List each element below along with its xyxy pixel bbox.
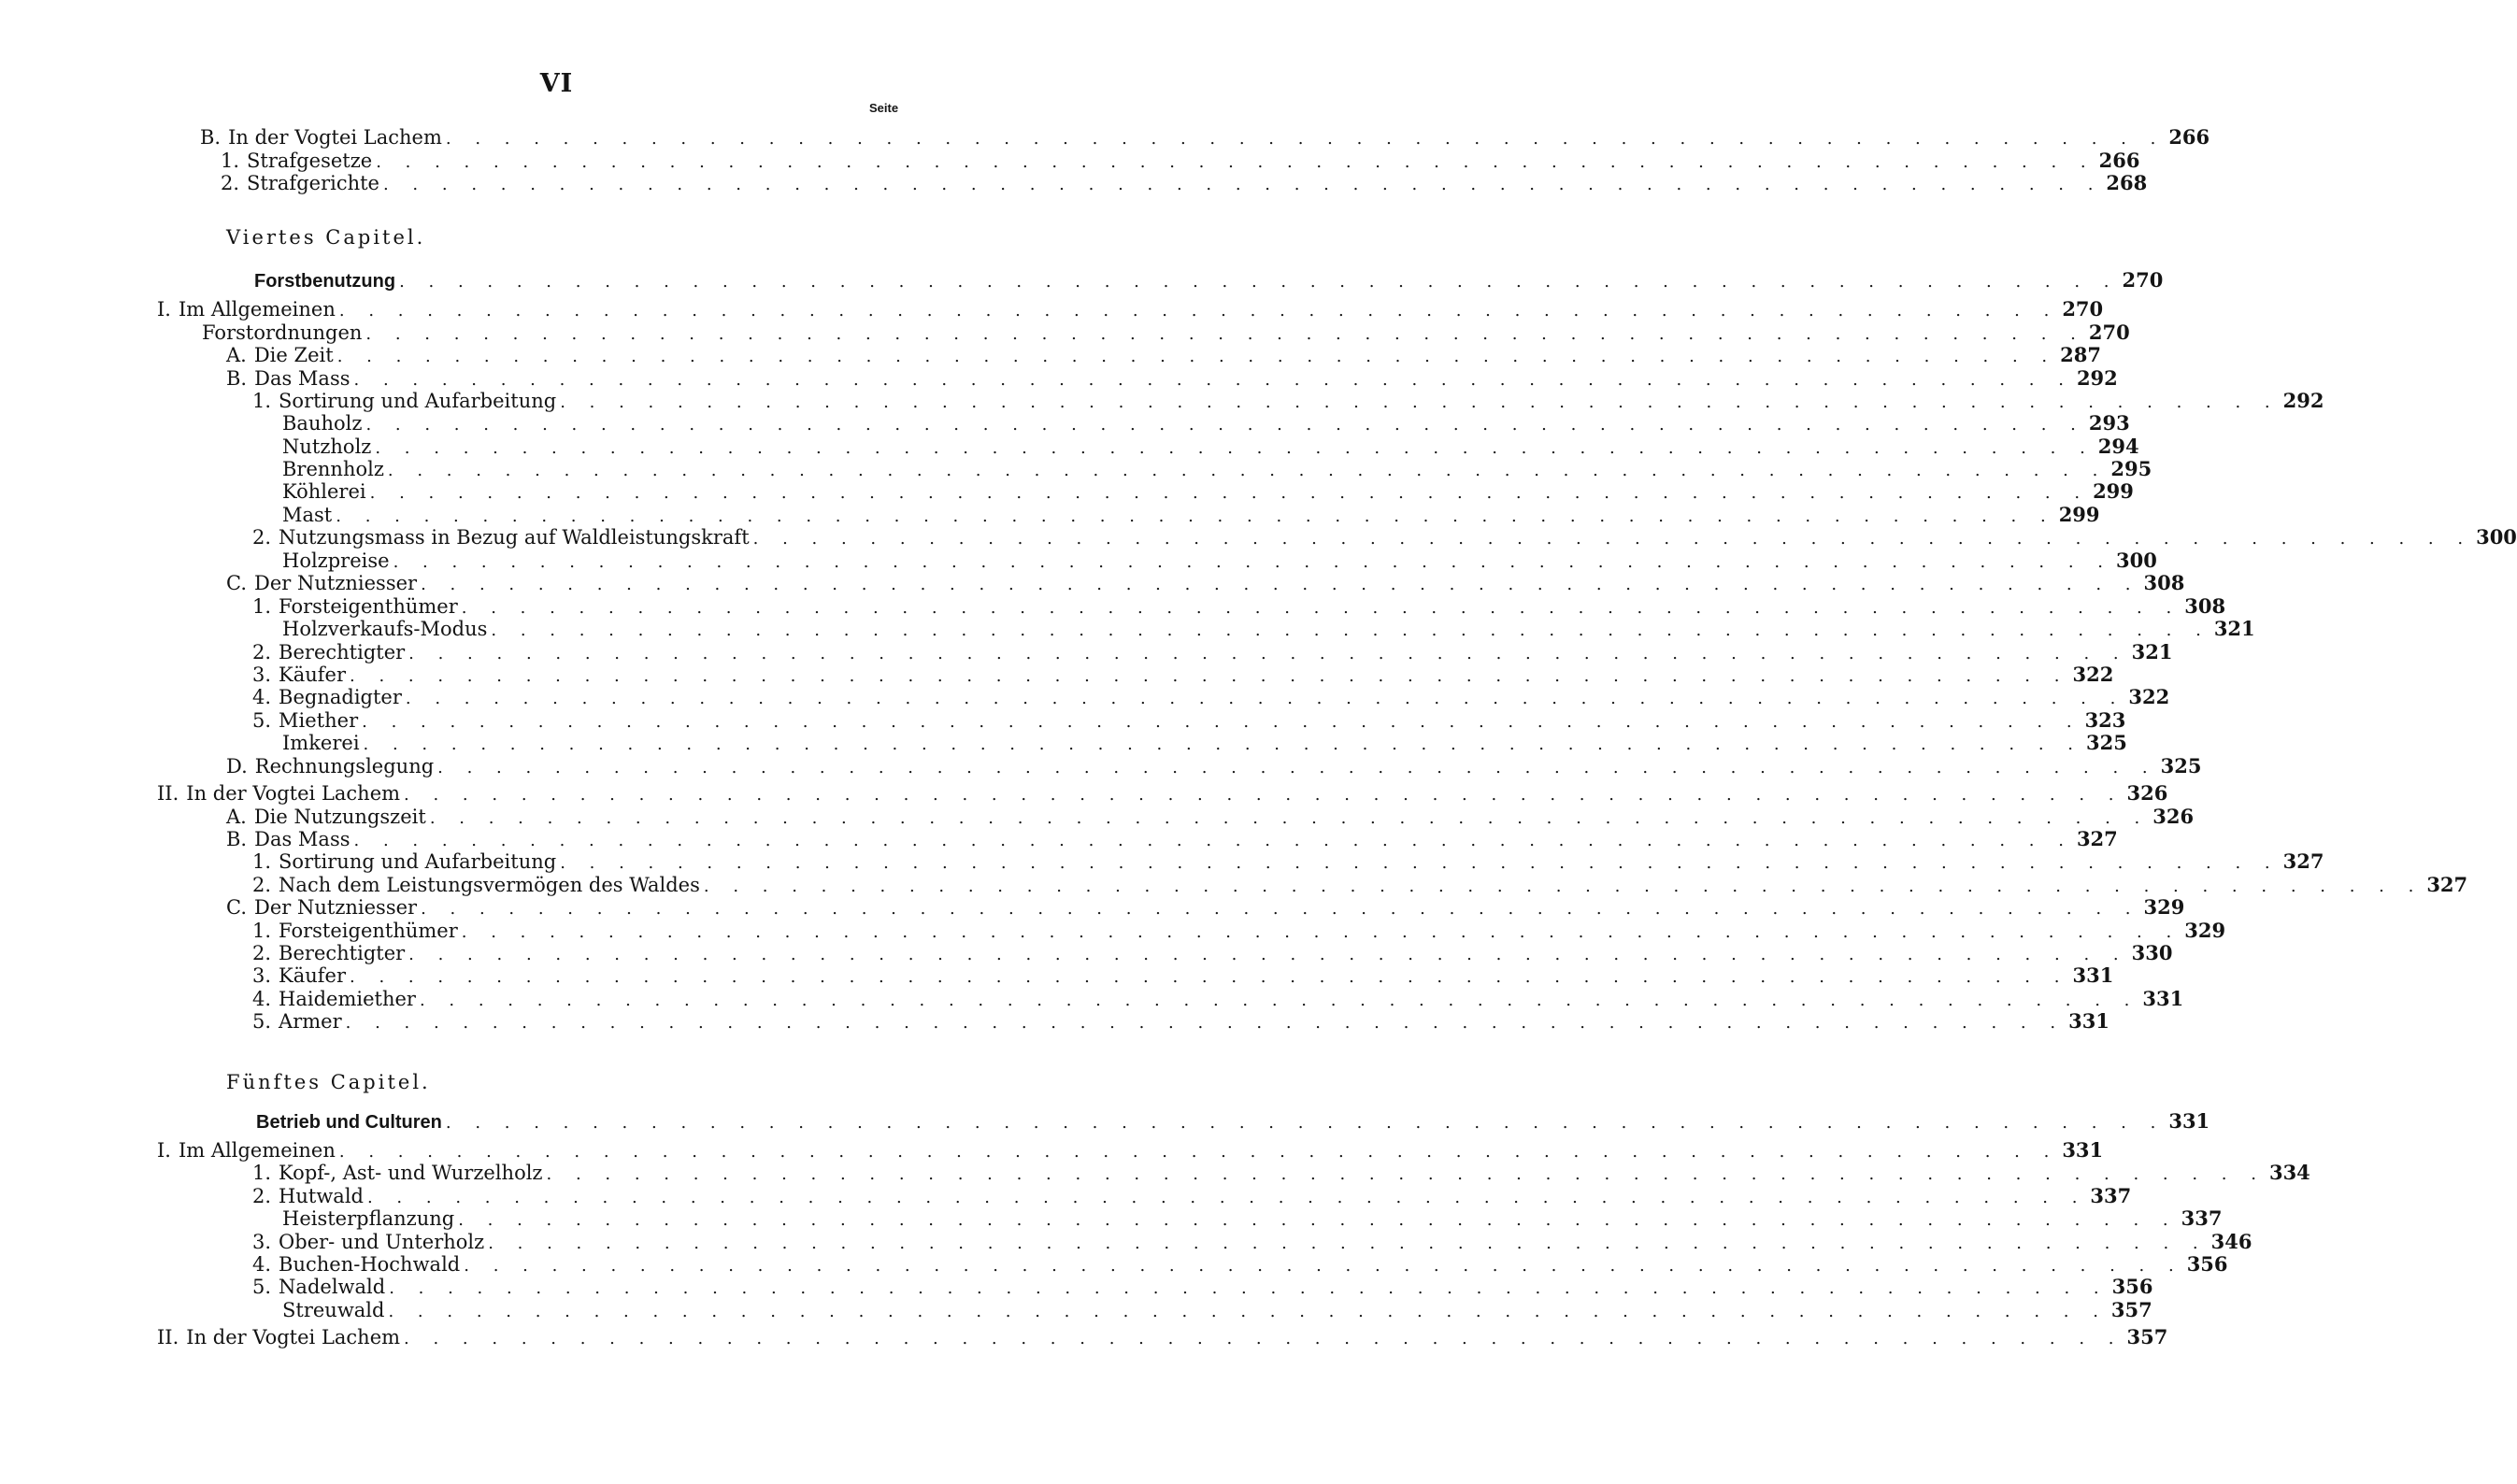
entry-number: I. bbox=[157, 1139, 171, 1162]
entry-number: 1. bbox=[221, 150, 240, 172]
entry-label: Das Mass bbox=[254, 828, 350, 850]
dot-leader: . . . . . . . . . . . . . . . . . . . . . . . . . . . . . . . . . . . . . . . . . . . . . . . . . . . . . . . . . . . bbox=[363, 735, 2082, 754]
dot-leader: . . . . . . . . . . . . . . . . . . . . . . . . . . . . . . . . . . . . . . . . . . . . . . . . . . . . . . . . . . . bbox=[350, 666, 2069, 686]
entry-label: Berechtigter bbox=[279, 641, 406, 664]
dot-leader: . . . . . . . . . . . . . . . . . . . . . . . . . . . . . . . . . . . . . . . . . . . . . . . . . . . . . . . . . . . bbox=[404, 1329, 2124, 1348]
toc-entry[interactable] bbox=[202, 321, 2130, 345]
entry-label: Die Zeit bbox=[253, 344, 334, 366]
entry-label: Nadelwald bbox=[279, 1276, 386, 1298]
entry-label: Im Allgemeinen bbox=[178, 1139, 336, 1162]
entry-number: 3. bbox=[252, 964, 272, 987]
entry-page: 331 bbox=[2168, 1109, 2210, 1133]
toc-entry[interactable] bbox=[157, 1325, 2168, 1349]
entry-page: 356 bbox=[2186, 1252, 2228, 1276]
entry-number: 4. bbox=[252, 1253, 272, 1276]
entry-number: 2. bbox=[252, 942, 272, 964]
entry-page: 334 bbox=[2268, 1161, 2310, 1184]
entry-number: B. bbox=[226, 367, 248, 390]
entry-page: 287 bbox=[2060, 343, 2101, 366]
entry-label: Im Allgemeinen bbox=[178, 298, 336, 321]
toc-entry[interactable] bbox=[254, 268, 2164, 293]
dot-leader: . . . . . . . . . . . . . . . . . . . . . . . . . . . . . . . . . . . . . . . . . . . . . . . . . . . . . . . . . . . bbox=[350, 967, 2069, 987]
entry-label: Forsteigenthümer bbox=[279, 920, 458, 942]
toc-entry[interactable] bbox=[282, 479, 2134, 504]
dot-leader: . . . . . . . . . . . . . . . . . . . . . . . . . . . . . . . . . . . . . . . . . . . . . . . . . . . . . . . . . . . bbox=[488, 1234, 2208, 1253]
dot-leader: . . . . . . . . . . . . . . . . . . . . . . . . . . . . . . . . . . . . . . . . . . . . . . . . . . . . . . . . . . . bbox=[408, 945, 2128, 964]
toc-entry[interactable] bbox=[226, 366, 2118, 391]
toc-entry[interactable] bbox=[252, 1009, 2109, 1034]
toc-entry[interactable] bbox=[282, 411, 2130, 435]
entry-number: B. bbox=[226, 828, 248, 850]
entry-page: 295 bbox=[2110, 457, 2152, 480]
entry-label: In der Vogtei Lachem bbox=[186, 782, 401, 805]
entry-number: A. bbox=[226, 344, 247, 366]
entry-page: 327 bbox=[2076, 827, 2118, 850]
toc-entry[interactable] bbox=[252, 919, 2226, 943]
entry-label: Nutzholz bbox=[282, 435, 372, 458]
entry-page: 270 bbox=[2062, 297, 2104, 321]
entry-page: 329 bbox=[2143, 895, 2185, 919]
entry-page: 322 bbox=[2072, 663, 2114, 686]
toc-entry[interactable] bbox=[252, 708, 2126, 733]
entry-page: 356 bbox=[2111, 1275, 2153, 1298]
dot-leader: . . . . . . . . . . . . . . . . . . . . . . . . . . . . . . . . . . . . . . . . . . . . . . . . . . . . . . . . . . . bbox=[375, 438, 2095, 458]
entry-label: Nutzungsmass in Bezug auf Waldleistungskraft bbox=[279, 526, 750, 549]
entry-page: 308 bbox=[2143, 571, 2185, 594]
dot-leader: . . . . . . . . . . . . . . . . . . . . . . . . . . . . . . . . . . . . . . . . . . . . . . . . . . . . . . . . . . . bbox=[365, 324, 2085, 344]
entry-label: Berechtigter bbox=[279, 942, 406, 964]
entry-number: II. bbox=[157, 782, 179, 805]
entry-number: I. bbox=[157, 298, 171, 321]
dot-leader: . . . . . . . . . . . . . . . . . . . . . . . . . . . . . . . . . . . . . . . . . . . . . . . . . . . . . . . . . . . bbox=[560, 853, 2280, 873]
entry-page: 325 bbox=[2085, 731, 2127, 754]
dot-leader: . . . . . . . . . . . . . . . . . . . . . . . . . . . . . . . . . . . . . . . . . . . . . . . . . . . . . . . . . . . bbox=[461, 922, 2181, 942]
dot-leader: . . . . . . . . . . . . . . . . . . . . . . . . . . . . . . . . . . . . . . . . . . . . . . . . . . . . . . . . . . . bbox=[458, 1210, 2178, 1230]
dot-leader: . . . . . . . . . . . . . . . . . . . . . . . . . . . . . . . . . . . . . . . . . . . . . . . . . . . . . . . . . . . bbox=[752, 529, 2473, 549]
entry-page: 299 bbox=[2058, 503, 2100, 526]
toc-entry[interactable] bbox=[200, 125, 2210, 150]
toc-entry[interactable] bbox=[226, 827, 2118, 851]
dot-leader: . . . . . . . . . . . . . . . . . . . . . . . . . . . . . . . . . . . . . . . . . . . . . . . . . . . . . . . . . . . bbox=[365, 415, 2085, 435]
entry-label: Sortirung und Aufarbeitung bbox=[279, 390, 557, 412]
entry-label: Mast bbox=[282, 504, 333, 526]
entry-page: 326 bbox=[2126, 781, 2168, 805]
entry-label: Sortirung und Aufarbeitung bbox=[279, 850, 557, 873]
entry-label: Forstordnungen bbox=[202, 321, 363, 344]
toc-entry[interactable] bbox=[282, 1206, 2223, 1231]
entry-label: Die Nutzungszeit bbox=[253, 806, 426, 828]
dot-leader: . . . . . . . . . . . . . . . . . . . . . . . . . . . . . . . . . . . . . . . . . . . . . . . . . . . . . . . . . . . bbox=[353, 831, 2073, 850]
entry-page: 327 bbox=[2426, 873, 2468, 896]
entry-page: 300 bbox=[2476, 525, 2517, 549]
toc-entry[interactable] bbox=[282, 731, 2127, 755]
toc-entry[interactable] bbox=[252, 389, 2324, 413]
entry-number: 2. bbox=[252, 526, 272, 549]
dot-leader: . . . . . . . . . . . . . . . . . . . . . . . . . . . . . . . . . . . . . . . . . . . . . . . . . . . . . . . . . . . bbox=[445, 1113, 2166, 1133]
dot-leader: . . . . . . . . . . . . . . . . . . . . . . . . . . . . . . . . . . . . . . . . . . . . . . . . . . . . . . . . . . . bbox=[404, 785, 2124, 805]
dot-leader: . . . . . . . . . . . . . . . . . . . . . . . . . . . . . . . . . . . . . . . . . . . . . . . . . . . . . . . . . . . bbox=[560, 392, 2280, 412]
entry-number: 1. bbox=[252, 1162, 272, 1184]
toc-entry[interactable] bbox=[252, 1184, 2132, 1208]
entry-page: 327 bbox=[2282, 849, 2324, 873]
entry-page: 323 bbox=[2084, 708, 2126, 732]
entry-label: Käufer bbox=[279, 964, 347, 987]
entry-page: 300 bbox=[2116, 549, 2157, 572]
entry-page: 266 bbox=[2098, 149, 2140, 172]
entry-label: Heisterpflanzung bbox=[282, 1207, 455, 1230]
dot-leader: . . . . . . . . . . . . . . . . . . . . . . . . . . . . . . . . . . . . . . . . . . . . . . . . . . . . . . . . . . . bbox=[388, 1302, 2108, 1321]
entry-label: Hutwald bbox=[279, 1185, 364, 1207]
entry-page: 357 bbox=[2126, 1325, 2168, 1348]
entry-page: 322 bbox=[2128, 685, 2170, 708]
dot-leader: . . . . . . . . . . . . . . . . . . . . . . . . . . . . . . . . . . . . . . . . . . . . . . . . . . . . . . . . . . . bbox=[382, 175, 2103, 194]
entry-label: Käufer bbox=[279, 664, 347, 686]
dot-leader: . . . . . . . . . . . . . . . . . . . . . . . . . . . . . . . . . . . . . . . . . . . . . . . . . . . . . . . . . . . bbox=[405, 689, 2125, 708]
entry-page: 331 bbox=[2062, 1138, 2104, 1162]
entry-page: 337 bbox=[2181, 1206, 2223, 1230]
entry-page: 292 bbox=[2076, 366, 2118, 390]
entry-page: 331 bbox=[2072, 963, 2114, 987]
entry-label: Bauholz bbox=[282, 412, 363, 435]
dot-leader: . . . . . . . . . . . . . . . . . . . . . . . . . . . . . . . . . . . . . . . . . . . . . . . . . . . . . . . . . . . bbox=[461, 598, 2181, 618]
entry-label: Brennholz bbox=[282, 458, 384, 480]
page-number: VI bbox=[539, 69, 574, 98]
toc-entry[interactable] bbox=[226, 754, 2202, 778]
dot-leader: . . . . . . . . . . . . . . . . . . . . . . . . . . . . . . . . . . . . . . . . . . . . . . . . . . . . . . . . . . . bbox=[336, 507, 2055, 526]
dot-leader: . . . . . . . . . . . . . . . . . . . . . . . . . . . . . . . . . . . . . . . . . . . . . . . . . . . . . . . . . . . bbox=[429, 808, 2150, 828]
entry-page: 337 bbox=[2090, 1184, 2132, 1207]
toc-entry[interactable] bbox=[221, 171, 2148, 195]
entry-page: 308 bbox=[2184, 594, 2226, 618]
entry-label: Streuwald bbox=[282, 1299, 385, 1321]
toc-entry[interactable] bbox=[226, 343, 2101, 367]
entry-page: 293 bbox=[2088, 411, 2130, 435]
toc-entry[interactable] bbox=[252, 963, 2114, 988]
entry-number: 3. bbox=[252, 1231, 272, 1253]
entry-page: 268 bbox=[2106, 171, 2148, 194]
seite-column-label: Seite bbox=[869, 101, 899, 115]
dot-leader: . . . . . . . . . . . . . . . . . . . . . . . . . . . . . . . . . . . . . . . . . . . . . . . . . . . . . . . . . . . bbox=[703, 877, 2424, 896]
entry-number: 2. bbox=[252, 1185, 272, 1207]
dot-leader: . . . . . . . . . . . . . . . . . . . . . . . . . . . . . . . . . . . . . . . . . . . . . . . . . . . . . . . . . . . bbox=[389, 1278, 2109, 1298]
entry-label: Nach dem Leistungsvermögen des Waldes bbox=[279, 874, 700, 896]
dot-leader: . . . . . . . . . . . . . . . . . . . . . . . . . . . . . . . . . . . . . . . . . . . . . . . . . . . . . . . . . . . bbox=[399, 272, 2119, 292]
entry-label: Imkerei bbox=[282, 732, 360, 754]
entry-page: 357 bbox=[2110, 1298, 2152, 1321]
entry-label: Holzverkaufs-Modus bbox=[282, 618, 488, 640]
entry-number: 1. bbox=[252, 595, 272, 618]
entry-page: 270 bbox=[2122, 268, 2164, 292]
toc-entry[interactable] bbox=[252, 849, 2324, 874]
toc-entry[interactable] bbox=[157, 297, 2104, 321]
toc-entry[interactable] bbox=[226, 895, 2185, 920]
dot-leader: . . . . . . . . . . . . . . . . . . . . . . . . . . . . . . . . . . . . . . . . . . . . . . . . . . . . . . . . . . . bbox=[387, 461, 2108, 480]
entry-number: 5. bbox=[252, 709, 272, 732]
entry-label: Strafgesetze bbox=[247, 150, 373, 172]
entry-label: Forstbenutzung bbox=[254, 271, 396, 292]
entry-page: 326 bbox=[2152, 805, 2195, 828]
entry-label: Der Nutzniesser bbox=[254, 572, 418, 594]
entry-page: 270 bbox=[2088, 321, 2130, 344]
entry-label: Forsteigenthümer bbox=[279, 595, 458, 618]
dot-leader: . . . . . . . . . . . . . . . . . . . . . . . . . . . . . . . . . . . . . . . . . . . . . . . . . . . . . . . . . . . bbox=[353, 370, 2073, 390]
dot-leader: . . . . . . . . . . . . . . . . . . . . . . . . . . . . . . . . . . . . . . . . . . . . . . . . . . . . . . . . . . . bbox=[369, 483, 2090, 503]
dot-leader: . . . . . . . . . . . . . . . . . . . . . . . . . . . . . . . . . . . . . . . . . . . . . . . . . . . . . . . . . . . bbox=[362, 712, 2081, 732]
entry-number: 4. bbox=[252, 988, 272, 1010]
dot-leader: . . . . . . . . . . . . . . . . . . . . . . . . . . . . . . . . . . . . . . . . . . . . . . . . . . . . . . . . . . . bbox=[345, 1013, 2066, 1033]
dot-leader: . . . . . . . . . . . . . . . . . . . . . . . . . . . . . . . . . . . . . . . . . . . . . . . . . . . . . . . . . . . bbox=[419, 991, 2139, 1010]
dot-leader: . . . . . . . . . . . . . . . . . . . . . . . . . . . . . . . . . . . . . . . . . . . . . . . . . . . . . . . . . . . bbox=[445, 129, 2166, 149]
toc-entry[interactable] bbox=[282, 503, 2100, 527]
toc-entry[interactable] bbox=[252, 873, 2468, 897]
dot-leader: . . . . . . . . . . . . . . . . . . . . . . . . . . . . . . . . . . . . . . . . . . . . . . . . . . . . . . . . . . . bbox=[546, 1164, 2266, 1184]
entry-label: Betrieb und Culturen bbox=[256, 1112, 442, 1133]
chapter-heading: Viertes Capitel. bbox=[226, 226, 426, 249]
entry-number: 1. bbox=[252, 920, 272, 942]
entry-page: 321 bbox=[2131, 640, 2173, 664]
entry-number: D. bbox=[226, 755, 248, 778]
toc-entry[interactable] bbox=[157, 1138, 2104, 1163]
entry-number: II. bbox=[157, 1326, 179, 1348]
dot-leader: . . . . . . . . . . . . . . . . . . . . . . . . . . . . . . . . . . . . . . . . . . . . . . . . . . . . . . . . . . . bbox=[338, 1142, 2059, 1162]
dot-leader: . . . . . . . . . . . . . . . . . . . . . . . . . . . . . . . . . . . . . . . . . . . . . . . . . . . . . . . . . . . bbox=[336, 347, 2057, 366]
dot-leader: . . . . . . . . . . . . . . . . . . . . . . . . . . . . . . . . . . . . . . . . . . . . . . . . . . . . . . . . . . . bbox=[338, 301, 2059, 321]
entry-number: 5. bbox=[252, 1276, 272, 1298]
entry-label: Haidemiether bbox=[279, 988, 416, 1010]
entry-number: 1. bbox=[252, 850, 272, 873]
dot-leader: . . . . . . . . . . . . . . . . . . . . . . . . . . . . . . . . . . . . . . . . . . . . . . . . . . . . . . . . . . . bbox=[366, 1188, 2087, 1207]
entry-number: 5. bbox=[252, 1010, 272, 1033]
dot-leader: . . . . . . . . . . . . . . . . . . . . . . . . . . . . . . . . . . . . . . . . . . . . . . . . . . . . . . . . . . . bbox=[437, 758, 2157, 778]
toc-entry[interactable] bbox=[252, 640, 2173, 664]
entry-label: Strafgerichte bbox=[247, 172, 379, 194]
entry-label: In der Vogtei Lachem bbox=[186, 1326, 401, 1348]
entry-number: 2. bbox=[252, 874, 272, 896]
entry-number: 2. bbox=[252, 641, 272, 664]
entry-number: 1. bbox=[252, 390, 272, 412]
dot-leader: . . . . . . . . . . . . . . . . . . . . . . . . . . . . . . . . . . . . . . . . . . . . . . . . . . . . . . . . . . . bbox=[393, 552, 2113, 572]
entry-number: C. bbox=[226, 572, 247, 594]
entry-label: Holzpreise bbox=[282, 549, 390, 572]
entry-label: Buchen-Hochwald bbox=[279, 1253, 461, 1276]
entry-page: 346 bbox=[2210, 1230, 2252, 1253]
entry-label: Miether bbox=[279, 709, 359, 732]
toc-entry[interactable] bbox=[252, 685, 2170, 709]
dot-leader: . . . . . . . . . . . . . . . . . . . . . . . . . . . . . . . . . . . . . . . . . . . . . . . . . . . . . . . . . . . bbox=[408, 644, 2128, 664]
toc-entry[interactable] bbox=[252, 941, 2173, 965]
dot-leader: . . . . . . . . . . . . . . . . . . . . . . . . . . . . . . . . . . . . . . . . . . . . . . . . . . . . . . . . . . . bbox=[376, 152, 2095, 172]
toc-entry[interactable] bbox=[252, 594, 2226, 619]
entry-label: In der Vogtei Lachem bbox=[228, 126, 442, 149]
toc-entry[interactable] bbox=[226, 805, 2195, 829]
entry-page: 321 bbox=[2213, 617, 2255, 640]
entry-label: Der Nutzniesser bbox=[254, 896, 418, 919]
toc-entry[interactable] bbox=[226, 571, 2185, 595]
toc-entry[interactable] bbox=[252, 987, 2184, 1011]
entry-page: 325 bbox=[2160, 754, 2202, 778]
entry-label: Köhlerei bbox=[282, 480, 366, 503]
toc-entry[interactable] bbox=[282, 549, 2157, 573]
entry-page: 292 bbox=[2282, 389, 2324, 412]
toc-entry[interactable] bbox=[282, 435, 2139, 459]
toc-entry[interactable] bbox=[157, 781, 2168, 806]
entry-page: 331 bbox=[2068, 1009, 2109, 1033]
entry-number: 3. bbox=[252, 664, 272, 686]
entry-label: Das Mass bbox=[254, 367, 350, 390]
toc-entry[interactable] bbox=[252, 1275, 2153, 1299]
entry-number: A. bbox=[226, 806, 247, 828]
toc-entry[interactable] bbox=[252, 663, 2114, 687]
toc-entry[interactable] bbox=[282, 617, 2255, 641]
entry-number: 2. bbox=[221, 172, 240, 194]
entry-label: Begnadigter bbox=[279, 686, 402, 708]
entry-page: 331 bbox=[2142, 987, 2184, 1010]
dot-leader: . . . . . . . . . . . . . . . . . . . . . . . . . . . . . . . . . . . . . . . . . . . . . . . . . . . . . . . . . . . bbox=[464, 1256, 2183, 1276]
entry-page: 329 bbox=[2184, 919, 2226, 942]
entry-page: 294 bbox=[2097, 435, 2139, 458]
toc-entry[interactable] bbox=[252, 1252, 2228, 1277]
toc-entry[interactable] bbox=[282, 457, 2152, 481]
dot-leader: . . . . . . . . . . . . . . . . . . . . . . . . . . . . . . . . . . . . . . . . . . . . . . . . . . . . . . . . . . . bbox=[421, 899, 2140, 919]
entry-label: Armer bbox=[279, 1010, 342, 1033]
entry-page: 266 bbox=[2168, 125, 2210, 149]
toc-entry[interactable] bbox=[252, 525, 2517, 549]
entry-number: C. bbox=[226, 896, 247, 919]
entry-number: B. bbox=[200, 126, 222, 149]
entry-label: Ober- und Unterholz bbox=[279, 1231, 485, 1253]
chapter-heading: Fünftes Capitel. bbox=[226, 1071, 431, 1093]
entry-page: 299 bbox=[2093, 479, 2134, 503]
toc-entry[interactable] bbox=[252, 1161, 2310, 1185]
toc-entry[interactable] bbox=[221, 149, 2140, 173]
entry-page: 330 bbox=[2131, 941, 2173, 964]
dot-leader: . . . . . . . . . . . . . . . . . . . . . . . . . . . . . . . . . . . . . . . . . . . . . . . . . . . . . . . . . . . bbox=[421, 575, 2140, 594]
entry-label: Kopf-, Ast- und Wurzelholz bbox=[279, 1162, 543, 1184]
dot-leader: . . . . . . . . . . . . . . . . . . . . . . . . . . . . . . . . . . . . . . . . . . . . . . . . . . . . . . . . . . . bbox=[491, 621, 2210, 640]
entry-number: 4. bbox=[252, 686, 272, 708]
toc-entry[interactable] bbox=[282, 1298, 2152, 1322]
toc-entry[interactable] bbox=[252, 1230, 2252, 1254]
entry-label: Rechnungslegung bbox=[254, 755, 435, 778]
toc-entry[interactable] bbox=[256, 1109, 2210, 1134]
